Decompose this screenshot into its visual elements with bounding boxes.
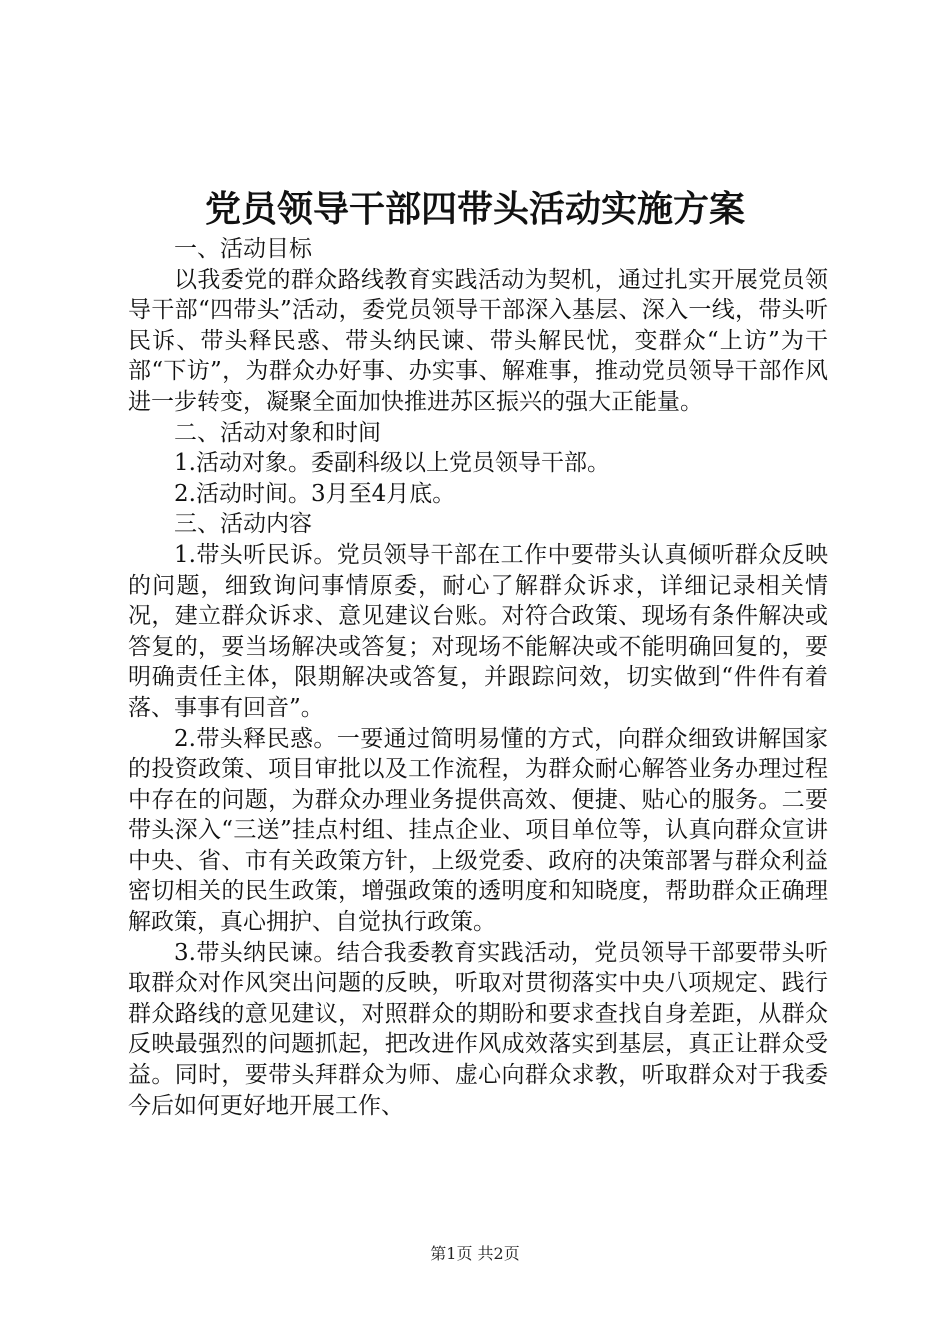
section-heading: 一、活动目标 <box>174 236 312 262</box>
document-body <box>128 234 828 1121</box>
page-number-footer: 第1页 共2页 <box>430 1244 520 1263</box>
document-title: 党员领导干部四带头活动实施方案 <box>204 188 745 230</box>
paragraph: 3.带头纳民谏。结合我委教育实践活动，党员领导干部要带头听取群众对作风突出问题的反映，听取对贯彻落实中央八项规定、践行群众路线的意见建议，对照群众的期盼和要求查找自身差距，从群众反映最强烈的问题抓起，把改进作风成效落实到基层，真正让群众受益。同时，要带头拜群众为师、虚心向群众求教，听取群众对于我委今后如何更好地开展工作、 <box>128 939 828 1119</box>
paragraph: 1.带头听民诉。党员领导干部在工作中要带头认真倾听群众反映的问题，细致询问事情原委，耐心了解群众诉求，详细记录相关情况，建立群众诉求、意见建议台账。对符合政策、现场有条件解决或答复的，要当场解决或答复；对现场不能解决或不能明确回复的，要明确责任主体，限期解决或答复，并跟踪问效，切实做到“件件有着落、事事有回音”。 <box>128 541 828 721</box>
section-heading: 三、活动内容 <box>174 511 312 538</box>
paragraph: 2.活动时间。3月至4月底。 <box>174 480 456 507</box>
paragraph: 1.活动对象。委副科级以上党员领导干部。 <box>174 450 610 477</box>
section-heading: 二、活动对象和时间 <box>174 419 381 446</box>
paragraph: 以我委党的群众路线教育实践活动为契机，通过扎实开展党员领导干部“四带头”活动，委党员领导干部深入基层、深入一线，带头听民诉、带头释民惑、带头纳民谏、带头解民忧，变群众“上访”为干部“下访”，为群众办好事、办实事、解难事，推动党员领导干部作风进一步转变，凝聚全面加快推进苏区振兴的强大正能量。 <box>128 266 828 415</box>
paragraph: 2.带头释民惑。一要通过简明易懂的方式，向群众细致讲解国家的投资政策、项目审批以及工作流程，为群众耐心解答业务办理过程中存在的问题，为群众办理业务提供高效、便捷、贴心的服务。二要带头深入“三送”挂点村组、挂点企业、项目单位等，认真向群众宣讲中央、省、市有关政策方针，上级党委、政府的决策部署与群众利益密切相关的民生政策，增强政策的透明度和知晓度，帮助群众正确理解政策，真心拥护、自觉执行政策。 <box>128 725 828 936</box>
